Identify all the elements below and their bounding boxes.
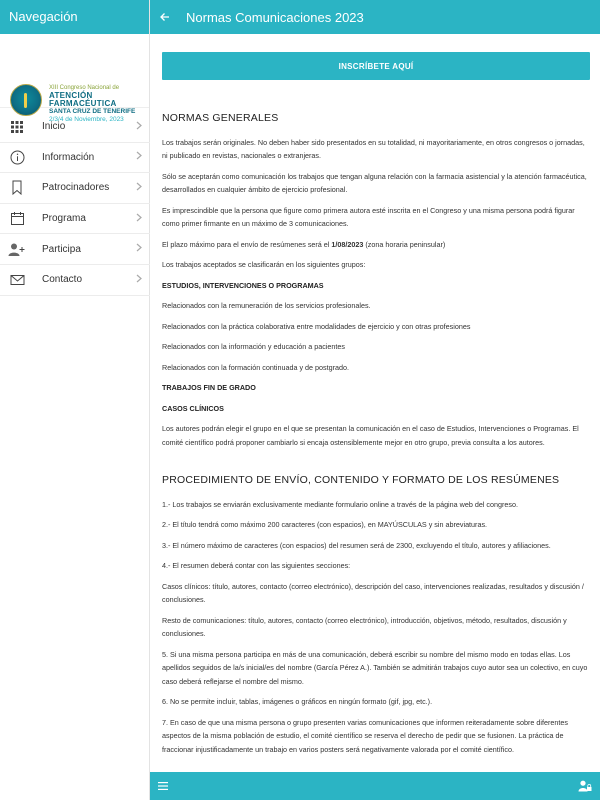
logo-line-4: SANTA CRUZ DE TENERIFE <box>49 108 136 115</box>
chevron-right-icon <box>136 274 142 286</box>
rule-item: Casos clínicos: título, autores, contacto (correo electrónico), descripción del caso, intervenciones realizadas, resultados y discusión / conclusiones. <box>162 581 584 604</box>
back-button[interactable] <box>150 0 180 34</box>
sidebar-item-label: Contacto <box>42 274 83 286</box>
info-icon <box>8 148 26 166</box>
logo-line-2: ATENCIÓN <box>49 91 93 100</box>
sidebar-item-label: Inicio <box>42 121 66 133</box>
group-heading-tfg: TRABAJOS FIN DE GRADO <box>162 383 256 392</box>
sidebar-item-label: Programa <box>42 213 86 225</box>
sidebar-title: Navegación <box>0 0 149 34</box>
paragraph: Sólo se aceptarán como comunicación los trabajos que tengan alguna relación con la farmacia asistencial y la atención farmacéutica, desarrollados en cualquier ámbito de ejercicio profesional. <box>162 171 587 194</box>
paragraph: Es imprescindible que la persona que figure como primera autora esté inscrita en el Congreso y una misma persona podrá figurar como primer firmante en un máximo de 3 comunicaciones. <box>162 205 575 228</box>
hamburger-icon <box>158 782 168 790</box>
rule-item: 2.- El título tendrá como máximo 200 caracteres (con espacios), en MAYÚSCULAS y sin abreviaturas. <box>162 520 488 529</box>
bookmark-icon <box>8 179 26 197</box>
list-item: Relacionados con la práctica colaborativa entre modalidades de ejercicio y con otras profesiones <box>162 321 471 331</box>
logo-line-1: XIII Congreso Nacional de <box>49 85 120 91</box>
rule-item: 3.- El número máximo de caracteres (con espacios) del resumen será de 2300, excluyendo el título, autores y afiliaciones. <box>162 540 551 550</box>
page-title: Normas Comunicaciones 2023 <box>186 9 364 25</box>
paragraph: Los trabajos serán originales. No deben haber sido presentados en su totalidad, ni mayoritariamente, en otros congresos o jornadas, ni publicado en revistas, nacionales o extranjeras. <box>162 137 585 160</box>
deadline-paragraph <box>162 238 592 252</box>
rules-content <box>162 112 592 763</box>
user-lock-button[interactable] <box>578 780 592 792</box>
sidebar-item-informacion[interactable] <box>0 143 150 174</box>
rule-item: 4.- El resumen deberá contar con las siguientes secciones: <box>162 561 351 570</box>
logo-line-5: 2/3/4 de Noviembre, 2023 <box>49 115 124 123</box>
deadline-date: 1/08/2023 <box>331 239 364 249</box>
sidebar-item-label: Información <box>42 151 95 163</box>
paragraph: Los autores podrán elegir el grupo en el que se presentan la comunicación en el caso de Estudios, Intervenciones o Programas. El comité científico podrá proponer cambiarlo si encaja ostensiblemente mejor en otro grupo, previa consulta a los autores. <box>162 424 579 447</box>
deadline-prefix: El plazo máximo para el envío de resúmenes será el <box>162 239 332 249</box>
rule-item: 5. Si una misma persona participa en más de una comunicación, deberá escribir su nombre del mismo modo en todas ellas. Los apellidos seguidos de la/s inicial/es del nombre (García Pérez A.). También se admitirán trabajos cuyo autor sea un colectivo, en cuyo caso deberá reflejarse el nombre del mismo. <box>162 649 588 686</box>
sidebar-item-patrocinadores[interactable] <box>0 173 150 204</box>
chevron-right-icon <box>136 121 142 133</box>
chevron-right-icon <box>136 243 142 255</box>
navigation-sidebar <box>0 0 150 800</box>
sidebar-item-label: Participa <box>42 243 81 255</box>
chevron-right-icon <box>136 213 142 225</box>
rule-item: 6. No se permite incluir, tablas, imágenes o gráficos en ningún formato (gif, jpg, etc.). <box>162 697 433 706</box>
list-item: Relacionados con la remuneración de los servicios profesionales. <box>162 301 371 310</box>
paragraph: Los trabajos aceptados se clasificarán en los siguientes grupos: <box>162 260 366 269</box>
list-item: Relacionados con la formación continuada y de postgrado. <box>162 362 349 372</box>
arrow-left-icon <box>160 12 170 22</box>
register-button[interactable]: INSCRÍBETE AQUÍ <box>162 52 590 80</box>
deadline-suffix: (zona horaria peninsular) <box>363 239 446 249</box>
section-title-procedure: PROCEDIMIENTO DE ENVÍO, CONTENIDO Y FORMATO DE LOS RESÚMENES <box>162 474 560 486</box>
user-lock-icon <box>578 780 592 792</box>
sidebar-item-label: Patrocinadores <box>42 182 110 194</box>
bottom-bar <box>150 772 600 800</box>
sidebar-item-participa[interactable] <box>0 234 150 265</box>
sidebar-item-contacto[interactable] <box>0 265 150 296</box>
sidebar-item-programa[interactable] <box>0 204 150 235</box>
congress-logo <box>0 34 149 123</box>
calendar-icon <box>8 210 26 228</box>
top-bar <box>150 0 600 34</box>
grid-icon <box>8 118 26 136</box>
add-user-icon <box>8 240 26 258</box>
logo-line-3: FARMACÉUTICA <box>49 99 117 108</box>
chevron-right-icon <box>136 151 142 163</box>
chevron-right-icon <box>136 182 142 194</box>
nav-list <box>0 112 150 296</box>
group-heading-casos: CASOS CLÍNICOS <box>162 403 224 413</box>
mail-icon <box>8 271 26 289</box>
rule-item: 7. En caso de que una misma persona o grupo presenten varias comunicaciones que informen reiteradamente sobre diferentes aspectos de la misma población de estudio, el comité científico se reserva el derecho de pedir que se fusionen. La práctica de fraccionar injustificadamente un trabajo en varios posters será negativamente valorada por el comité científico. <box>162 717 568 754</box>
group-heading-estudios: ESTUDIOS, INTERVENCIONES O PROGRAMAS <box>162 280 324 290</box>
main-panel <box>150 0 600 800</box>
list-item: Relacionados con la información y educación a pacientes <box>162 342 345 351</box>
sidebar-item-inicio[interactable] <box>0 112 150 143</box>
menu-button[interactable] <box>158 782 168 790</box>
rule-item: 1.- Los trabajos se enviarán exclusivamente mediante formulario online a través de la página web del congreso. <box>162 499 518 509</box>
rule-item: Resto de comunicaciones: título, autores, contacto (correo electrónico), introducción, objetivos, método, resultados, discusión y conclusiones. <box>162 615 567 638</box>
section-title-general: NORMAS GENERALES <box>162 112 279 124</box>
